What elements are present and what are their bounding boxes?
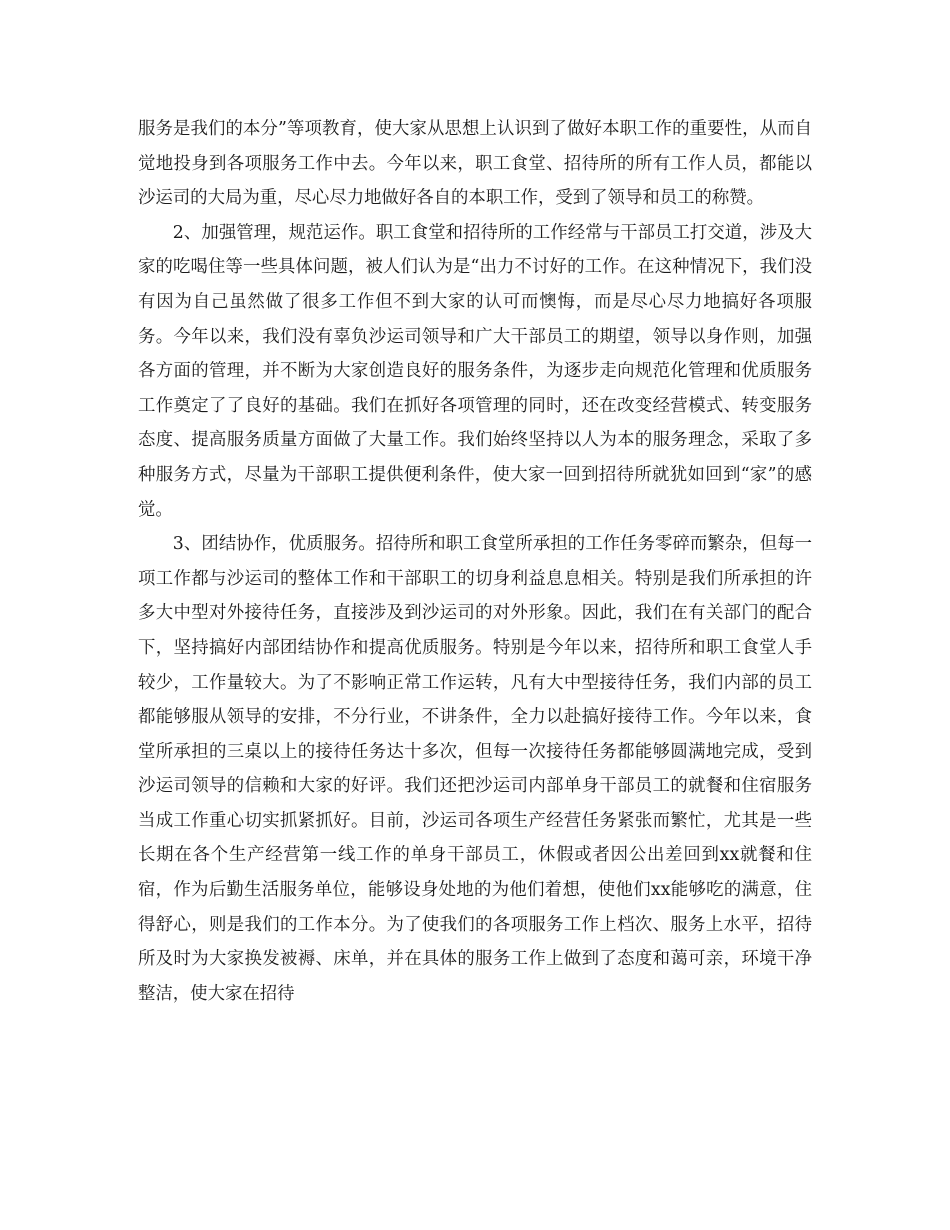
paragraph-strengthen-management: 2、加强管理，规范运作。职工食堂和招待所的工作经常与干部员工打交道，涉及大家的吃喝住等一些具体问题，被人们认为是“出力不讨好的工作。在这种情况下，我们没有因为自己虽然做了很多工作但不到大家的认可而懊悔，而是尽心尽力地搞好各项服务。今年以来，我们没有辜负沙运司领导和广大干部员工的期望，领导以身作则，加强各方面的管理，并不断为大家创造良好的服务条件，为逐步走向规范化管理和优质服务工作奠定了了良好的基础。我们在抓好各项管理的同时，还在改变经营模式、转变服务态度、提高服务质量方面做了大量工作。我们始终坚持以人为本的服务理念，采取了多种服务方式，尽量为干部职工提供便利条件，使大家一回到招待所就犹如回到“家”的感觉。 (138, 222, 812, 520)
document-body (138, 112, 812, 1011)
paragraph-teamwork-service: 3、团结协作，优质服务。招待所和职工食堂所承担的工作任务零碎而繁杂，但每一项工作都与沙运司的整体工作和干部职工的切身利益息息相关。特别是我们所承担的许多大中型对外接待任务，直接涉及到沙运司的对外形象。因此，我们在有关部门的配合下，坚持搞好内部团结协作和提高优质服务。特别是今年以来，招待所和职工食堂人手较少，工作量较大。为了不影响正常工作运转，凡有大中型接待任务，我们内部的员工都能够服从领导的安排，不分行业，不讲条件，全力以赴搞好接待工作。今年以来，食堂所承担的三桌以上的接待任务达十多次，但每一次接待任务都能够圆满地完成，受到沙运司领导的信赖和大家的好评。我们还把沙运司内部单身干部员工的就餐和住宿服务当成工作重心切实抓紧抓好。目前，沙运司各项生产经营任务紧张而繁忙，尤其是一些长期在各个生产经营第一线工作的单身干部员工，休假或者因公出差回到xx就餐和住宿，作为后勤生活服务单位，能够设身处地的为他们着想，使他们xx能够吃的满意，住得舒心，则是我们的工作本分。为了使我们的各项服务工作上档次、服务上水平，招待所及时为大家换发被褥、床单，并在具体的服务工作上做到了态度和蔼可亲，环境干净整洁，使大家在招待 (138, 534, 812, 1004)
paragraph-continuation: 服务是我们的本分”等项教育，使大家从思想上认识到了做好本职工作的重要性，从而自觉地投身到各项服务工作中去。今年以来，职工食堂、招待所的所有工作人员，都能以沙运司的大局为重，尽心尽力地做好各自的本职工作，受到了领导和员工的称赞。 (138, 119, 812, 209)
